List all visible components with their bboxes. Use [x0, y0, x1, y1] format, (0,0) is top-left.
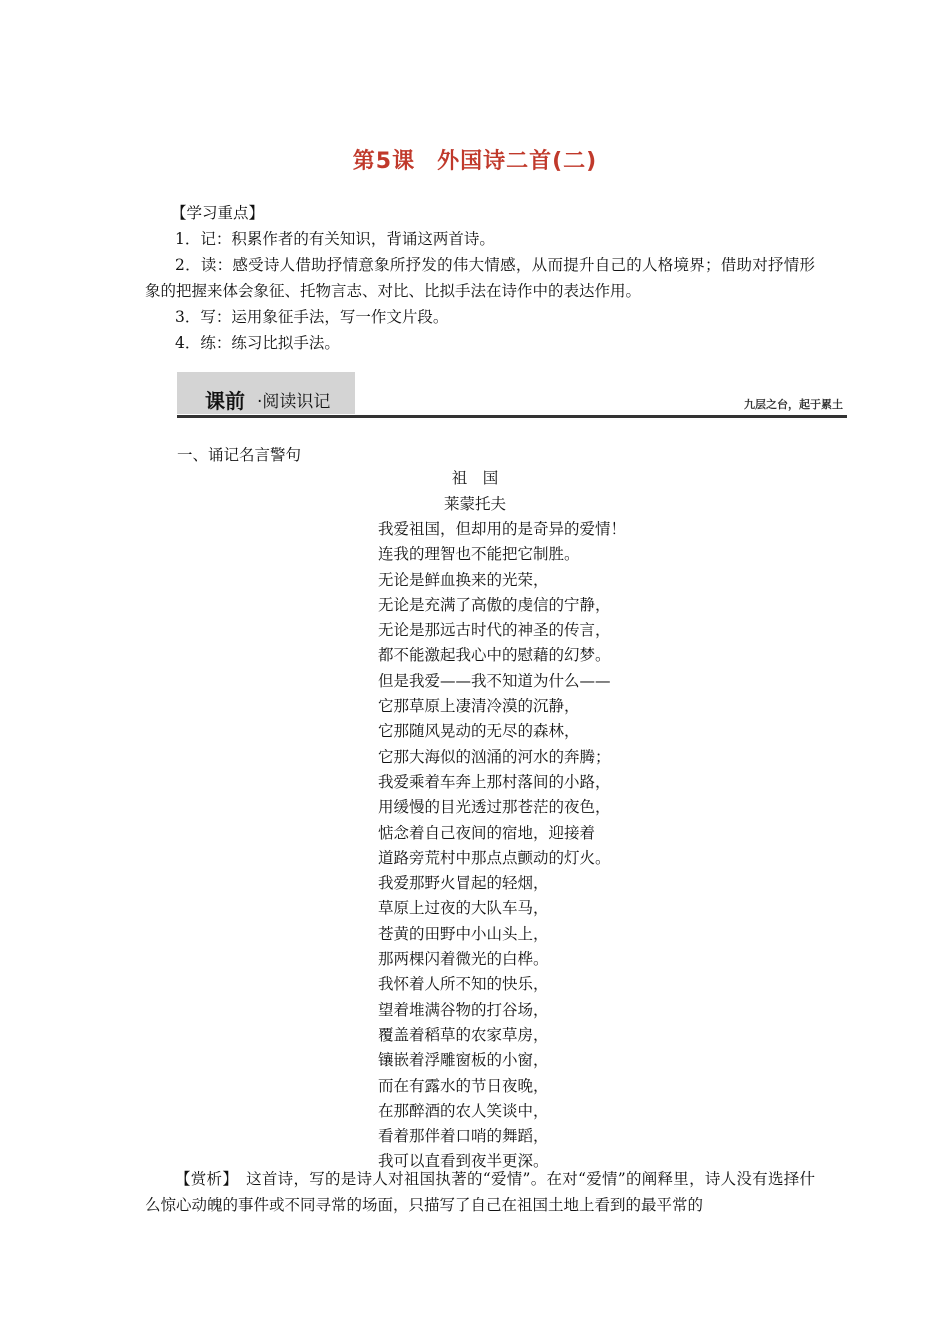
poem-line: 但是我爱——我不知道为什么—— — [378, 671, 611, 690]
poem-line: 无论是充满了高傲的虔信的宁静， — [378, 595, 611, 614]
poem-line: 它那随风晃动的无尽的森林， — [378, 722, 580, 741]
poem-line: 草原上过夜的大队车马， — [378, 899, 549, 918]
poem-line: 我可以直看到夜半更深。 — [378, 1152, 549, 1171]
poem-line: 都不能激起我心中的慰藉的幻梦。 — [378, 646, 611, 665]
poem-line: 看着那伴着口哨的舞蹈， — [378, 1127, 549, 1146]
section-heading: 一、诵记名言警句 — [177, 446, 302, 464]
poem-line: 在那醉酒的农人笑谈中， — [378, 1101, 549, 1120]
poem-line: 我爱祖国，但却用的是奇异的爱情！ — [378, 520, 627, 538]
poem-line: 我怀着人所不知的快乐， — [378, 975, 549, 994]
objectives-heading: 【学习重点】 — [171, 204, 265, 222]
poem-line: 而在有露水的节日夜晚， — [378, 1076, 549, 1095]
poem-line: 镶嵌着浮雕窗板的小窗， — [378, 1051, 549, 1070]
section-banner — [177, 372, 847, 418]
poem-line: 用缓慢的目光透过那苍茫的夜色， — [378, 798, 611, 817]
objective-item: 4．练：练习比拟手法。 — [175, 334, 340, 352]
poem-author: 莱蒙托夫 — [443, 495, 506, 513]
poem-line: 我爱乘着车奔上那村落间的小路， — [378, 772, 611, 791]
objective-item: 1．记：积累作者的有关知识，背诵这两首诗。 — [175, 230, 495, 248]
analysis-label: 【赏析】 — [175, 1170, 231, 1188]
poem-line: 它那草原上凄清冷漠的沉静， — [378, 697, 580, 716]
poem-line: 我爱那野火冒起的轻烟， — [378, 874, 549, 893]
analysis-paragraph — [145, 1166, 815, 1218]
objective-item: 2．读：感受诗人借助抒情意象所抒发的伟大情感，从而提升自己的人格境界；借助对抒情形象的把握来体会象征、托物言志、对比、比拟手法在诗作中的表达作用。 — [145, 256, 815, 300]
banner-sub-label: ·阅读识记 — [257, 392, 331, 412]
poem-line: 道路旁荒村中那点点颤动的灯火。 — [378, 848, 611, 867]
banner-motto: 九层之台，起于累土 — [744, 398, 843, 411]
poem-line: 无论是那远古时代的神圣的传言， — [378, 621, 611, 640]
poem-line: 它那大海似的汹涌的河水的奔腾； — [378, 747, 611, 766]
poem-line: 苍黄的田野中小山头上， — [378, 924, 549, 943]
learning-objectives — [145, 200, 815, 356]
analysis-text: 这首诗，写的是诗人对祖国执著的“爱情”。在对“爱情”的阐释里，诗人没有选择什么惊心动魄的事件或不同寻常的场面，只描写了自己在祖国土地上看到的最平常的 — [145, 1170, 815, 1214]
poem-line: 连我的理智也不能把它制胜。 — [378, 545, 580, 564]
lesson-name: 外国诗二首(二) — [437, 149, 598, 174]
objective-item: 3．写：运用象征手法，写一作文片段。 — [175, 308, 449, 326]
poem-line: 惦念着自己夜间的宿地，迎接着 — [378, 823, 596, 842]
poem-line: 无论是鲜血换来的光荣， — [378, 570, 549, 589]
poem-title: 祖 国 — [451, 469, 499, 487]
poem-line: 望着堆满谷物的打谷场， — [378, 1000, 549, 1019]
banner-rule — [177, 415, 847, 418]
page-title — [0, 144, 950, 175]
poem-body — [378, 517, 626, 1175]
poem-line: 那两棵闪着微光的白桦。 — [378, 950, 549, 969]
banner-main-label: 课前 — [205, 389, 245, 413]
poem-line: 覆盖着稻草的农家草房， — [378, 1025, 549, 1044]
lesson-number: 第5课 — [352, 149, 416, 174]
